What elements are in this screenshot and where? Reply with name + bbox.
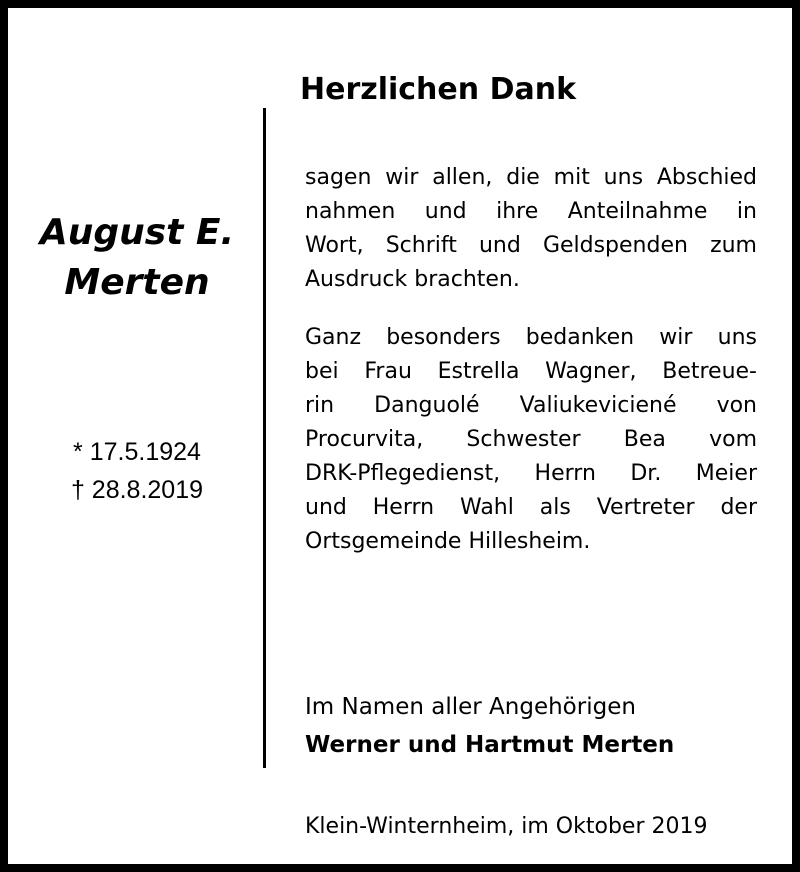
paragraph2-line: und Herrn Wahl als Vertreter der	[305, 495, 757, 520]
signature-intro: Im Namen aller Angehörigen	[305, 694, 636, 720]
paragraph2-line: Ortsgemeinde Hillesheim.	[305, 529, 591, 554]
paragraph2-line: DRK-Pflegedienst, Herrn Dr. Meier	[305, 461, 757, 486]
thanks-paragraph-1	[305, 161, 757, 297]
thanks-paragraph-2	[305, 321, 757, 559]
deceased-name-line2: Merten	[64, 262, 210, 303]
paragraph1-line: nahmen und ihre Anteilnahme in	[305, 199, 757, 224]
life-dates	[24, 433, 250, 509]
deceased-name-block	[24, 208, 250, 308]
death-date: † 28.8.2019	[70, 476, 204, 504]
vertical-divider	[263, 108, 266, 768]
paragraph2-line: Procurvita, Schwester Bea vom	[305, 427, 757, 452]
paragraph1-line: Wort, Schrift und Geldspenden zum	[305, 233, 757, 258]
birth-date: * 17.5.1924	[73, 438, 201, 466]
place-date: Klein-Winternheim, im Oktober 2019	[305, 814, 708, 839]
paragraph2-line: rin Danguolé Valiukeviciené von	[305, 393, 757, 418]
deceased-name-line1: August E.	[39, 212, 235, 253]
paragraph2-line: Ganz besonders bedanken wir uns	[305, 325, 757, 350]
paragraph1-line: sagen wir allen, die mit uns Abschied	[305, 165, 757, 190]
paragraph1-line: Ausdruck brachten.	[305, 267, 520, 292]
paragraph2-line: bei Frau Estrella Wagner, Betreue-	[305, 359, 757, 384]
heading: Herzlichen Dank	[300, 72, 577, 107]
signature-names: Werner und Hartmut Merten	[305, 732, 675, 758]
